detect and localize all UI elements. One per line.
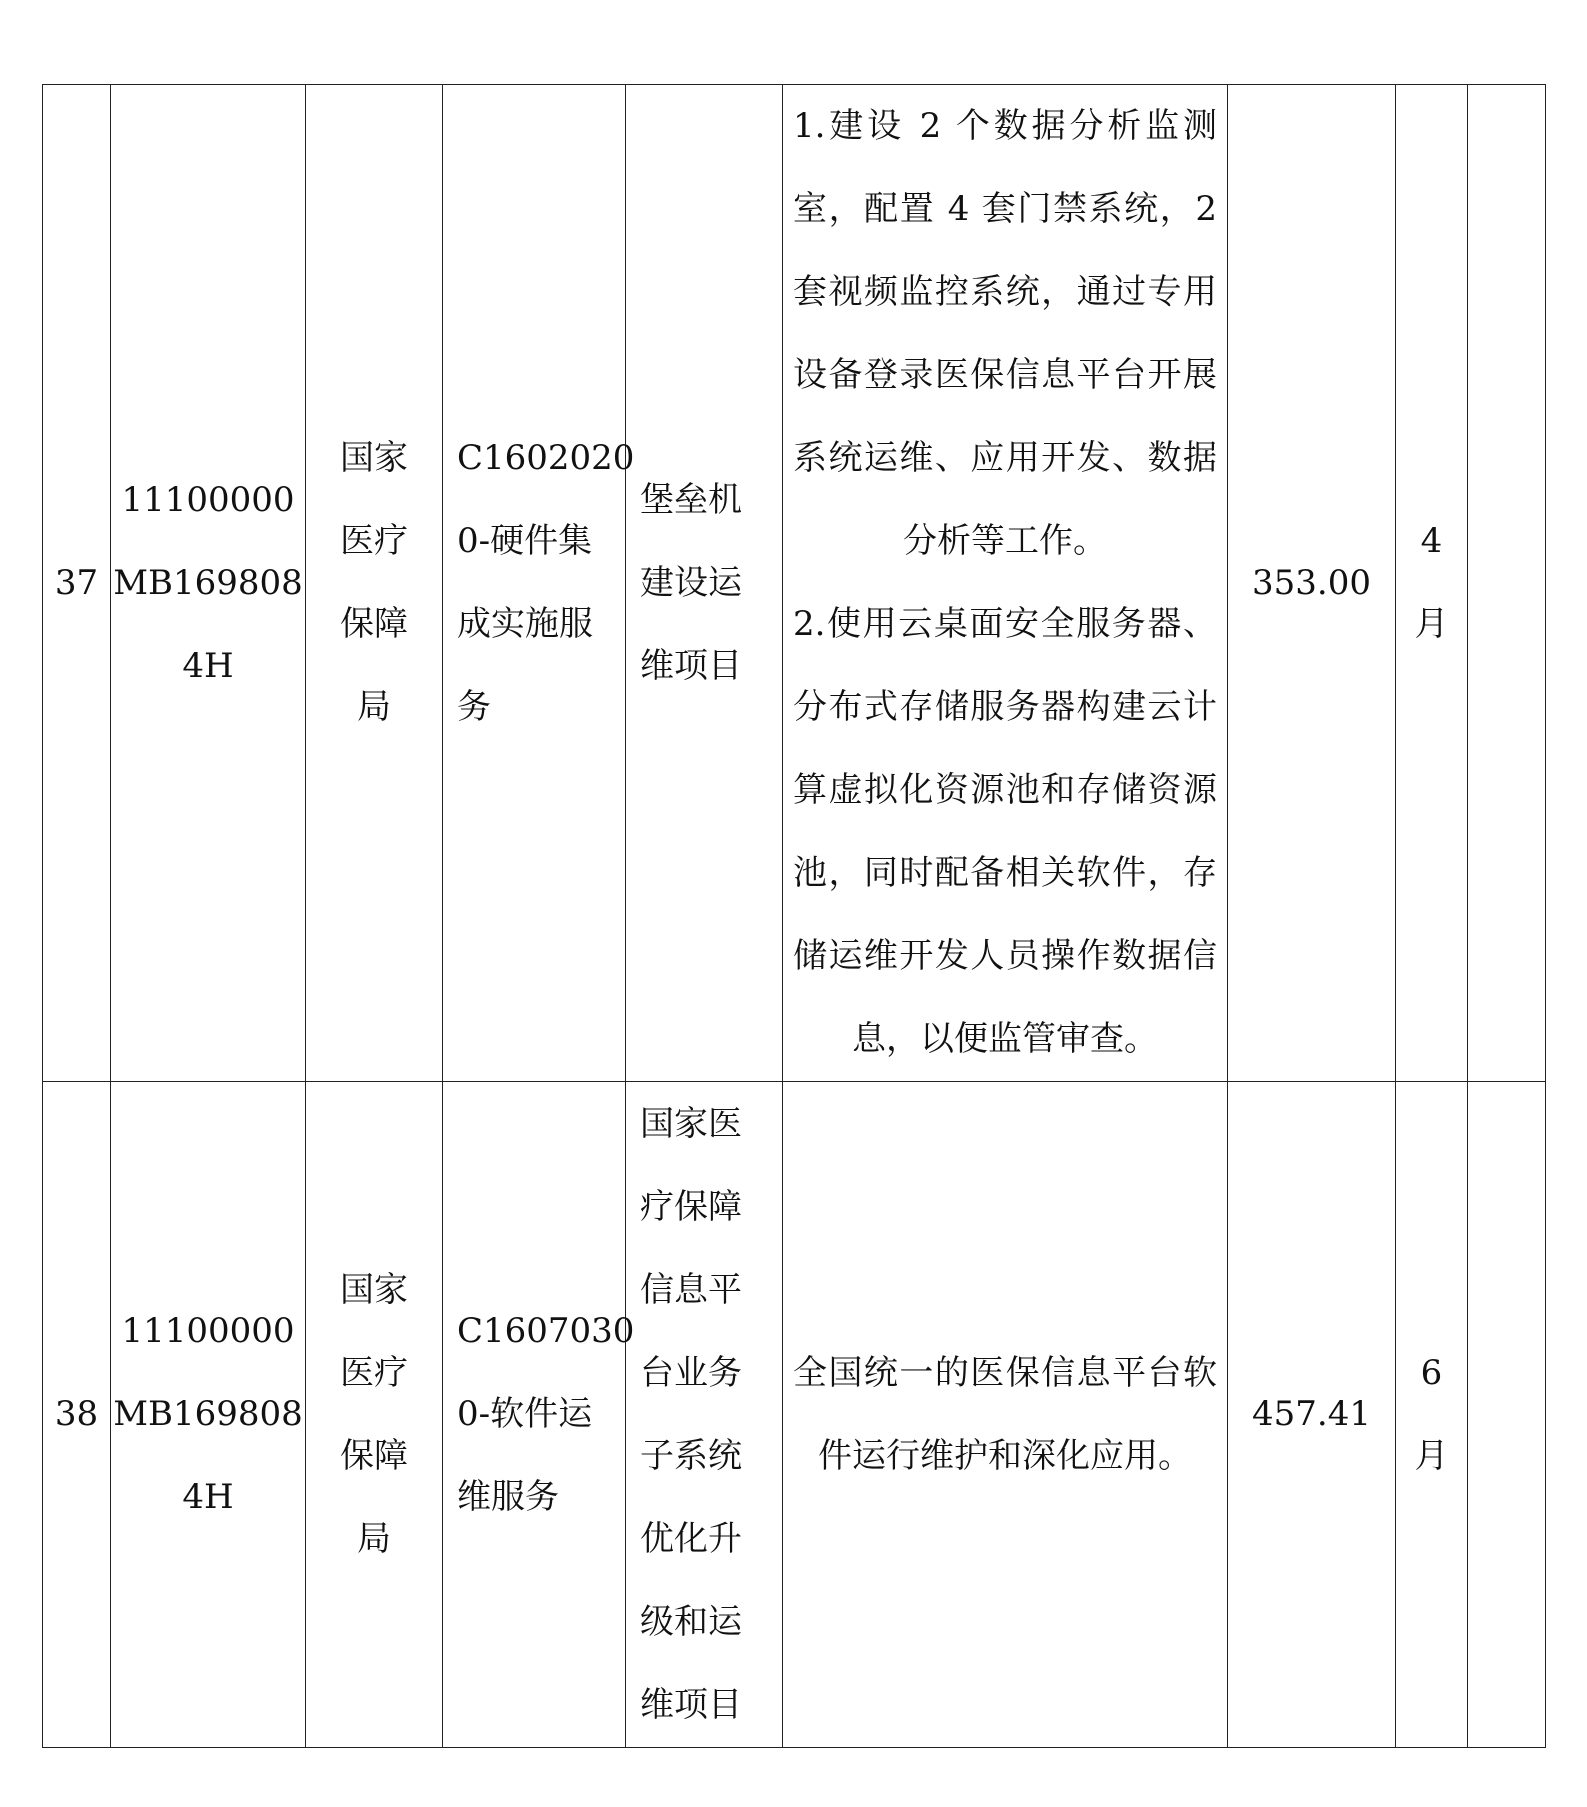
unit-line: 局 xyxy=(357,1518,391,1559)
project-line: 台业务 xyxy=(640,1352,742,1393)
table-row xyxy=(43,1082,1546,1748)
note-cell xyxy=(1468,85,1546,1082)
month-unit: 月 xyxy=(1414,604,1449,644)
org-code-line: MB169808 xyxy=(113,562,303,603)
category-cell xyxy=(443,1082,635,1748)
unit-line: 国家 xyxy=(340,438,408,478)
row-index: 38 xyxy=(43,1082,111,1748)
org-code-cell xyxy=(111,85,306,1082)
month-number: 4 xyxy=(1420,521,1443,561)
project-cell xyxy=(626,85,783,1082)
unit-cell xyxy=(306,1082,443,1748)
category-line: C1602020 xyxy=(457,438,635,478)
amount-cell: 457.41 xyxy=(1228,1082,1396,1748)
project-line: 维项目 xyxy=(640,1684,742,1725)
category-line: 务 xyxy=(457,687,491,727)
unit-cell xyxy=(306,85,443,1082)
project-line: 维项目 xyxy=(640,645,742,686)
month-cell xyxy=(1396,1082,1468,1748)
org-code-line: 11100000 xyxy=(121,479,295,520)
unit-line: 保障 xyxy=(340,1435,408,1476)
description-paragraph: 2.使用云桌面安全服务器、分布式存储服务器构建云计算虚拟化资源池和存储资源池，同时配备相关软件，存储运维开发人员操作数据信息，以便监管审查。 xyxy=(793,604,1217,1059)
project-cell xyxy=(626,1082,783,1748)
org-code-line: 4H xyxy=(182,1477,234,1517)
unit-line: 国家 xyxy=(340,1269,408,1310)
project-line: 国家医 xyxy=(640,1103,742,1144)
note-cell xyxy=(1468,1082,1546,1748)
month-number: 6 xyxy=(1420,1352,1443,1393)
description-cell xyxy=(783,85,1228,1082)
table-row xyxy=(43,85,1546,1082)
project-line: 疗保障 xyxy=(640,1186,742,1227)
unit-line: 医疗 xyxy=(340,521,408,561)
org-code-line: 4H xyxy=(182,645,234,686)
category-line: C1607030 xyxy=(457,1311,635,1351)
project-line: 级和运 xyxy=(640,1601,742,1642)
project-line: 优化升 xyxy=(640,1518,742,1559)
description-paragraph: 全国统一的医保信息平台软件运行维护和深化应用。 xyxy=(793,1352,1217,1476)
description-cell xyxy=(783,1082,1228,1748)
category-line: 成实施服 xyxy=(457,604,593,644)
unit-line: 保障 xyxy=(340,604,408,644)
row-index: 37 xyxy=(43,85,111,1082)
procurement-table xyxy=(42,84,1546,1748)
category-cell xyxy=(443,85,635,1082)
project-line: 信息平 xyxy=(640,1269,742,1310)
category-line: 0-软件运 xyxy=(457,1394,593,1434)
project-line: 子系统 xyxy=(640,1435,742,1476)
month-cell xyxy=(1396,85,1468,1082)
org-code-line: 11100000 xyxy=(121,1311,295,1351)
description-paragraph: 1.建设 2 个数据分析监测室，配置 4 套门禁系统，2 套视频监控系统，通过专用设备登录医保信息平台开展系统运维、应用开发、数据分析等工作。 xyxy=(793,106,1217,561)
project-line: 建设运 xyxy=(640,562,742,603)
unit-line: 局 xyxy=(357,687,391,727)
org-code-cell xyxy=(111,1082,306,1748)
amount-cell: 353.00 xyxy=(1228,85,1396,1082)
unit-line: 医疗 xyxy=(340,1352,408,1393)
category-line: 0-硬件集 xyxy=(457,521,593,561)
project-line: 堡垒机 xyxy=(640,479,742,520)
category-line: 维服务 xyxy=(457,1477,559,1517)
org-code-line: MB169808 xyxy=(113,1394,303,1434)
month-unit: 月 xyxy=(1414,1435,1449,1476)
